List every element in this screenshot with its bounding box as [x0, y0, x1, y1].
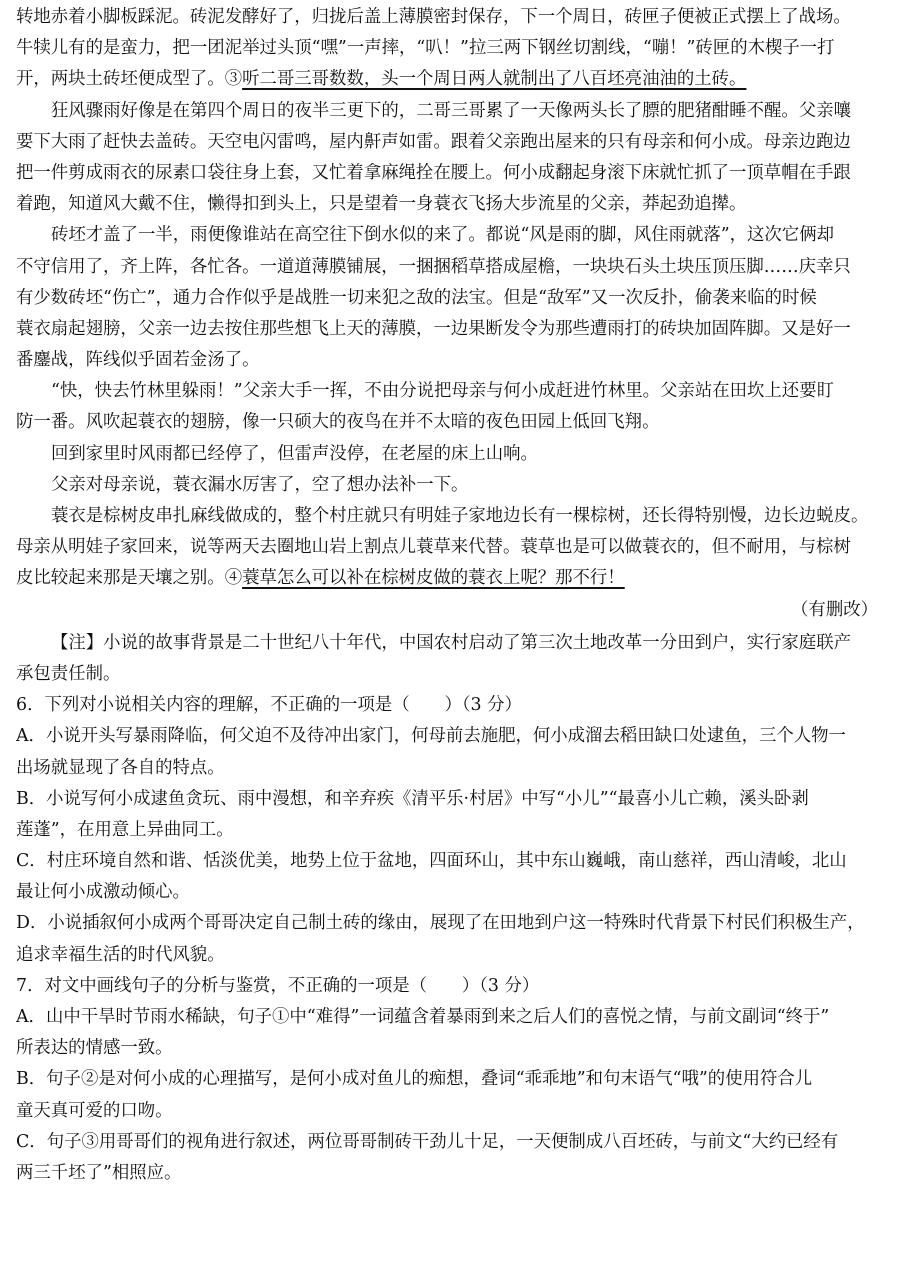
question-6-stem: 6．下列对小说相关内容的理解，不正确的一项是（ ）（3 分） — [16, 695, 522, 716]
story-line: 把一件剪成雨衣的尿素口袋往身上套，又忙着拿麻绳拴在腰上。何小成翻起身滚下床就忙抓了一顶草帽在手跟 — [16, 162, 851, 183]
story-line: 不守信用了，齐上阵，各忙各。一道道薄膜铺展，一捆捆稻草搭成屋檐，一块块石头土块压顶压脚……庆幸只 — [16, 256, 851, 277]
q7-option-c: C．句子③用哥哥们的视角进行叙述，两位哥哥制砖干劲儿十足，一天便制成八百坯砖，与前文“大约已经有 — [16, 1131, 839, 1152]
story-line: 蓑衣是棕树皮串扎麻线做成的，整个村庄就只有明娃子家地边长有一棵棕树，还长得特别慢，边长边蜕皮。 — [51, 506, 869, 526]
story-line: 番鏖战，阵线似乎固若金汤了。 — [16, 350, 260, 371]
story-line: 回到家里时风雨都已经停了，但雷声没停，在老屋的床上山响。 — [51, 443, 538, 464]
q7-option-a: A．山中干旱时节雨水稀缺，句子①中“难得”一词蕴含着暴雨到来之后人们的喜悦之情，与前文副词“终于” — [16, 1007, 830, 1027]
question-7-stem: 7．对文中画线句子的分析与鉴赏，不正确的一项是（ ）（3 分） — [16, 975, 540, 996]
footnote: 承包责任制。 — [16, 663, 121, 684]
q7-option-b: 童天真可爱的口吻。 — [16, 1100, 173, 1121]
q6-option-a: 出场就显现了各自的特点。 — [16, 757, 225, 778]
story-line: 要下大雨了赶快去盖砖。天空电闪雷鸣，屋内鼾声如雷。跟着父亲跑出屋来的只有母亲和何小成。母亲边跑边 — [16, 131, 851, 152]
story-line: “快，快去竹林里躲雨！”父亲大手一挥，不由分说把母亲与何小成赶进竹林里。父亲站在田坎上还要盯 — [51, 381, 834, 402]
underlined-sentence-3: 听二哥三哥数数，头一个周日两人就制出了八百坯亮油油的土砖。 — [242, 69, 747, 90]
q6-option-d: 追求幸福生活的时代风貌。 — [16, 944, 225, 965]
q6-option-a: A．小说开头写暴雨降临，何父迫不及待冲出家门，何母前去施肥，何小成溜去稻田缺口处逮鱼，三个人物一 — [16, 726, 846, 747]
q7-option-b: B．句子②是对何小成的心理描写，是何小成对鱼儿的痴想，叠词“乖乖地”和句末语气“哦”的使用符合儿 — [16, 1069, 813, 1090]
story-line: 防一番。风吹起蓑衣的翅膀，像一只硕大的夜鸟在并不太暗的夜色田园上低回飞翔。 — [16, 412, 660, 433]
story-line — [16, 64, 884, 95]
story-line: 母亲从明娃子家回来，说等两天去圈地山岩上割点儿蓑草来代替。蓑草也是可以做蓑衣的，但不耐用，与棕树 — [16, 537, 851, 558]
underlined-sentence-4: 蓑草怎么可以补在棕树皮做的蓑衣上呢？那不行！ — [242, 568, 625, 589]
exam-page — [16, 0, 884, 1189]
q6-option-c: C．村庄环境自然和谐、恬淡优美，地势上位于盆地，四面环山，其中东山巍峨，南山慈祥，西山清峻，北山 — [16, 851, 847, 872]
source-note: （有删改） — [791, 599, 878, 620]
story-line: 着跑，知道风大戴不住，懒得扣到头上，只是望着一身蓑衣飞扬大步流星的父亲，莽起劲追撵。 — [16, 194, 747, 215]
story-line — [16, 563, 884, 594]
q6-option-b: 莲蓬”，在用意上异曲同工。 — [16, 819, 234, 840]
footnote: 【注】小说的故事背景是二十世纪八十年代，中国农村启动了第三次土地改革一分田到户，实行家庭联产 — [51, 632, 851, 653]
story-line: 砖坯才盖了一半，雨便像谁站在高空往下倒水似的来了。都说“风是雨的脚，风住雨就落”，这次它俩却 — [51, 225, 834, 246]
story-line: 牛犊儿有的是蛮力，把一团泥举过头顶“嘿”一声摔，“叭！”拉三两下钢丝切割线，“嘣！”砖匣的木楔子一打 — [16, 38, 835, 59]
story-line: 狂风骤雨好像是在第四个周日的夜半三更下的，二哥三哥累了一天像两头长了膘的肥猪酣睡不醒。父亲嚷 — [51, 100, 851, 121]
story-text: 开，两块土砖坯便成型了。③ — [16, 69, 243, 90]
q6-option-d: D．小说插叙何小成两个哥哥决定自己制土砖的缘由，展现了在田地到户这一特殊时代背景下村民们积极生产， — [16, 913, 865, 934]
story-text: 皮比较起来那是天壤之别。④ — [16, 568, 243, 589]
story-line: 转地赤着小脚板踩泥。砖泥发酵好了，归拢后盖上薄膜密封保存，下一个周日，砖匣子便被正式摆上了战场。 — [16, 7, 851, 27]
q6-option-b: B．小说写何小成逮鱼贪玩、雨中漫想，和辛弃疾《清平乐·村居》中写“小儿”“最喜小儿亡赖，溪头卧剥 — [16, 788, 809, 809]
story-line: 父亲对母亲说，蓑衣漏水厉害了，空了想办法补一下。 — [51, 474, 469, 495]
q7-option-a: 所表达的情感一致。 — [16, 1038, 173, 1059]
story-line: 蓑衣扇起翅膀，父亲一边去按住那些想飞上天的薄膜，一边果断发令为那些遭雨打的砖块加固阵脚。又是好一 — [16, 318, 851, 339]
q6-option-c: 最让何小成激动倾心。 — [16, 882, 190, 903]
q7-option-c: 两三千坯了”相照应。 — [16, 1162, 182, 1183]
story-line: 有少数砖坯“伤亡”，通力合作似乎是战胜一切来犯之敌的法宝。但是“敌军”又一次反扑，偷袭来临的时候 — [16, 287, 817, 308]
